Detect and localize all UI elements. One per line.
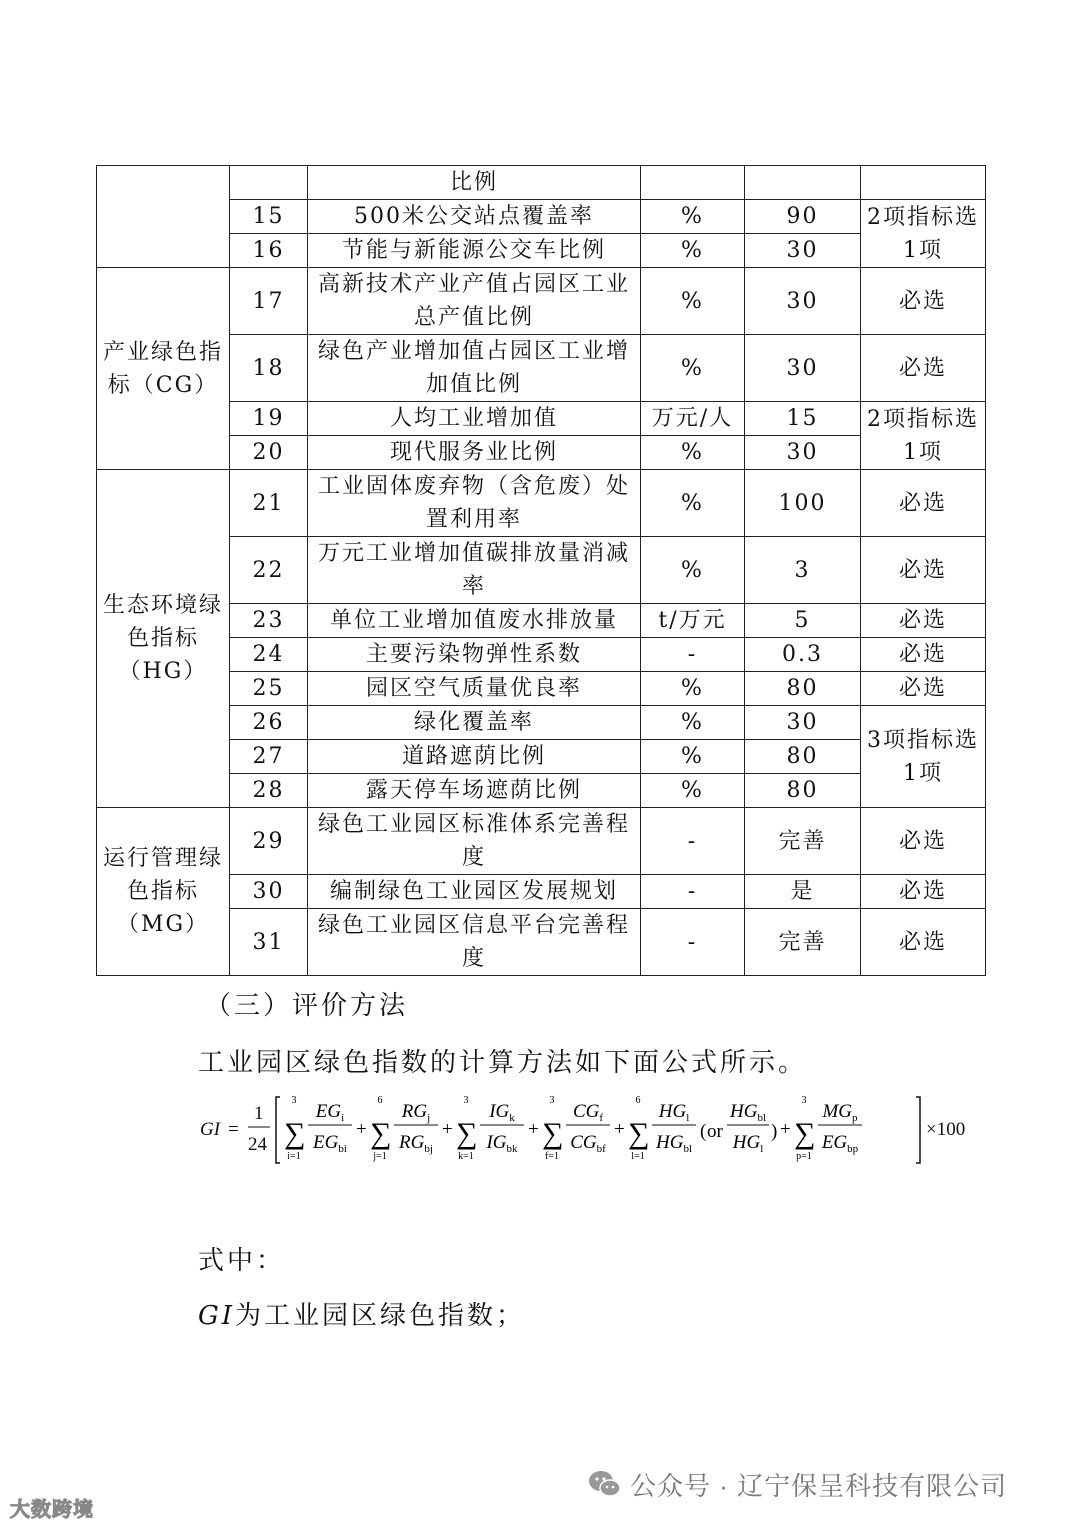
indicator-name: 主要污染物弹性系数	[308, 638, 641, 672]
sum-lower: p=1	[796, 1151, 812, 1162]
alt-term-den: $HG_l$	[732, 1132, 764, 1155]
requirement: 必选	[861, 537, 986, 604]
or-text: or	[707, 1121, 723, 1142]
formula-equals: =	[228, 1119, 239, 1140]
watermark-right-text: 公众号 · 辽宁保呈科技有限公司	[630, 1470, 1008, 1501]
table-row	[97, 808, 986, 875]
indicator-name: 500米公交站点覆盖率	[308, 200, 641, 234]
row-number: 20	[230, 436, 308, 470]
indicator-name: 工业固体废弃物（含危废）处置利用率	[308, 470, 641, 537]
table-row	[97, 200, 986, 234]
category-mg: 运行管理绿色指标（MG）	[97, 808, 230, 976]
indicator-name: 现代服务业比例	[308, 436, 641, 470]
alt-term-num: $HG_{bl}$	[729, 1101, 767, 1124]
unit: %	[641, 740, 745, 774]
open-paren: (	[700, 1121, 707, 1142]
unit: -	[641, 875, 745, 909]
term-5-den: $HG_{bl}$	[655, 1132, 693, 1155]
sum-upper: 3	[549, 1095, 555, 1106]
requirement: 必选	[861, 672, 986, 706]
plus-sign: +	[614, 1119, 625, 1140]
row-number: 17	[230, 268, 308, 335]
requirement: 必选	[861, 335, 986, 402]
table-row	[97, 234, 986, 268]
row-number: 19	[230, 402, 308, 436]
table-row	[97, 672, 986, 706]
table-row	[97, 875, 986, 909]
sigma-icon: ∑	[456, 1117, 478, 1150]
indicator-name: 万元工业增加值碳排放量消减率	[308, 537, 641, 604]
plus-sign: +	[528, 1119, 539, 1140]
requirement: 2项指标选1项	[861, 402, 986, 470]
gi-definition	[198, 1295, 525, 1332]
unit: %	[641, 436, 745, 470]
unit	[641, 166, 745, 200]
table-row	[97, 470, 986, 537]
term-3-num: $IG_k$	[489, 1101, 515, 1124]
indicator-table	[96, 165, 986, 976]
requirement: 2项指标选1项	[861, 200, 986, 268]
row-number: 23	[230, 604, 308, 638]
indicator-name: 绿色工业园区标准体系完善程度	[308, 808, 641, 875]
term-2-num: $RG_j$	[401, 1101, 431, 1124]
sum-lower: i=1	[287, 1151, 301, 1162]
row-number: 29	[230, 808, 308, 875]
unit: %	[641, 268, 745, 335]
unit: %	[641, 774, 745, 808]
indicator-name: 园区空气质量优良率	[308, 672, 641, 706]
term-1-num: $EG_i$	[315, 1101, 345, 1124]
target-value: 80	[745, 740, 861, 774]
requirement: 必选	[861, 268, 986, 335]
gi-definition-text: 为工业园区绿色指数；	[235, 1301, 526, 1331]
watermark-right	[588, 1466, 1007, 1502]
target-value: 100	[745, 470, 861, 537]
requirement: 必选	[861, 470, 986, 537]
row-number: 25	[230, 672, 308, 706]
requirement: 必选	[861, 909, 986, 976]
unit: 万元/人	[641, 402, 745, 436]
formula-terms	[284, 1095, 862, 1162]
term-2-den: $RG_{bj}$	[399, 1132, 433, 1155]
indicator-name: 道路遮荫比例	[308, 740, 641, 774]
requirement	[861, 166, 986, 200]
target-value: 完善	[745, 909, 861, 976]
sigma-icon: ∑	[794, 1117, 816, 1150]
table-row	[97, 335, 986, 402]
target-value: 80	[745, 672, 861, 706]
target-value: 30	[745, 706, 861, 740]
table-row	[97, 909, 986, 976]
unit: %	[641, 706, 745, 740]
term-4-den: $CG_{bf}$	[570, 1132, 606, 1155]
sum-upper: 3	[463, 1095, 469, 1106]
term-4-num: $CG_f$	[572, 1101, 604, 1124]
target-value: 3	[745, 537, 861, 604]
formula-frac-num: 1	[254, 1103, 264, 1124]
unit: %	[641, 200, 745, 234]
target-value: 90	[745, 200, 861, 234]
row-number: 22	[230, 537, 308, 604]
target-value: 30	[745, 234, 861, 268]
indicator-name: 高新技术产业产值占园区工业总产值比例	[308, 268, 641, 335]
unit: -	[641, 808, 745, 875]
sum-upper: 6	[635, 1095, 641, 1106]
indicator-name: 绿化覆盖率	[308, 706, 641, 740]
target-value: 80	[745, 774, 861, 808]
table-row	[97, 706, 986, 740]
term-1-den: $EG_{bi}$	[313, 1132, 347, 1155]
target-value: 5	[745, 604, 861, 638]
table-row	[97, 537, 986, 604]
target-value: 是	[745, 875, 861, 909]
indicator-name: 露天停车场遮荫比例	[308, 774, 641, 808]
intro-paragraph: 工业园区绿色指数的计算方法如下面公式所示。	[198, 1048, 808, 1078]
row-number: 27	[230, 740, 308, 774]
sum-upper: 3	[801, 1095, 807, 1106]
section-heading: （三）评价方法	[205, 991, 409, 1021]
indicator-name: 节能与新能源公交车比例	[308, 234, 641, 268]
row-number: 26	[230, 706, 308, 740]
note-prefix: 式中：	[198, 1246, 286, 1276]
close-paren: )	[771, 1121, 778, 1142]
table-row	[97, 604, 986, 638]
target-value: 30	[745, 436, 861, 470]
category-cg: 产业绿色指标（CG）	[97, 268, 230, 470]
target-value: 30	[745, 335, 861, 402]
target-value: 30	[745, 268, 861, 335]
sigma-icon: ∑	[284, 1117, 306, 1150]
plus-sign: +	[442, 1119, 453, 1140]
sum-lower: j=1	[373, 1151, 387, 1162]
sigma-icon: ∑	[542, 1117, 564, 1150]
indicator-name: 人均工业增加值	[308, 402, 641, 436]
unit: t/万元	[641, 604, 745, 638]
requirement: 必选	[861, 638, 986, 672]
target-value: 完善	[745, 808, 861, 875]
table-row	[97, 638, 986, 672]
row-number: 16	[230, 234, 308, 268]
target-value	[745, 166, 861, 200]
category-hg: 生态环境绿色指标（HG）	[97, 470, 230, 808]
plus-sign: +	[356, 1119, 367, 1140]
table-row	[97, 166, 986, 200]
requirement: 必选	[861, 875, 986, 909]
table-row	[97, 740, 986, 774]
gi-symbol: GI	[198, 1301, 236, 1331]
formula-frac-den: 24	[248, 1134, 267, 1155]
sigma-icon: ∑	[370, 1117, 392, 1150]
term-5-num: $HG_l$	[658, 1101, 690, 1124]
row-number: 15	[230, 200, 308, 234]
row-number: 31	[230, 909, 308, 976]
unit: %	[641, 470, 745, 537]
target-value: 0.3	[745, 638, 861, 672]
row-number: 21	[230, 470, 308, 537]
unit: %	[641, 335, 745, 402]
indicator-name: 绿色工业园区信息平台完善程度	[308, 909, 641, 976]
row-number: 24	[230, 638, 308, 672]
row-number: 30	[230, 875, 308, 909]
gi-formula	[200, 1093, 980, 1173]
unit: %	[641, 672, 745, 706]
term-6-num: $MG_p$	[822, 1101, 858, 1124]
sigma-icon: ∑	[628, 1117, 650, 1150]
wechat-icon	[588, 1469, 622, 1499]
indicator-name: 绿色产业增加值占园区工业增加值比例	[308, 335, 641, 402]
left-bracket-icon	[276, 1097, 280, 1163]
plus-sign: +	[780, 1119, 791, 1140]
requirement: 必选	[861, 604, 986, 638]
term-3-den: $IG_{bk}$	[486, 1132, 518, 1155]
table-row	[97, 268, 986, 335]
unit: -	[641, 638, 745, 672]
category-cell-empty	[97, 166, 230, 268]
sum-lower: k=1	[458, 1151, 474, 1162]
indicator-name: 单位工业增加值废水排放量	[308, 604, 641, 638]
sum-lower: f=1	[545, 1151, 559, 1162]
table-row	[97, 402, 986, 436]
watermark-left: 大数跨境	[10, 1499, 94, 1521]
sum-upper: 6	[377, 1095, 383, 1106]
unit: -	[641, 909, 745, 976]
sum-upper: 3	[291, 1095, 297, 1106]
sum-lower: l=1	[631, 1151, 645, 1162]
term-6-den: $EG_{bp}$	[821, 1132, 859, 1155]
row-number	[230, 166, 308, 200]
unit: %	[641, 234, 745, 268]
row-number: 28	[230, 774, 308, 808]
table-row	[97, 774, 986, 808]
formula-multiplier: ×100	[926, 1119, 966, 1140]
unit: %	[641, 537, 745, 604]
formula-lhs: GI	[200, 1119, 221, 1140]
row-number: 18	[230, 335, 308, 402]
table-row	[97, 436, 986, 470]
requirement: 3项指标选1项	[861, 706, 986, 808]
indicator-name: 编制绿色工业园区发展规划	[308, 875, 641, 909]
indicator-name: 比例	[308, 166, 641, 200]
requirement: 必选	[861, 808, 986, 875]
target-value: 15	[745, 402, 861, 436]
right-bracket-icon	[916, 1097, 920, 1163]
